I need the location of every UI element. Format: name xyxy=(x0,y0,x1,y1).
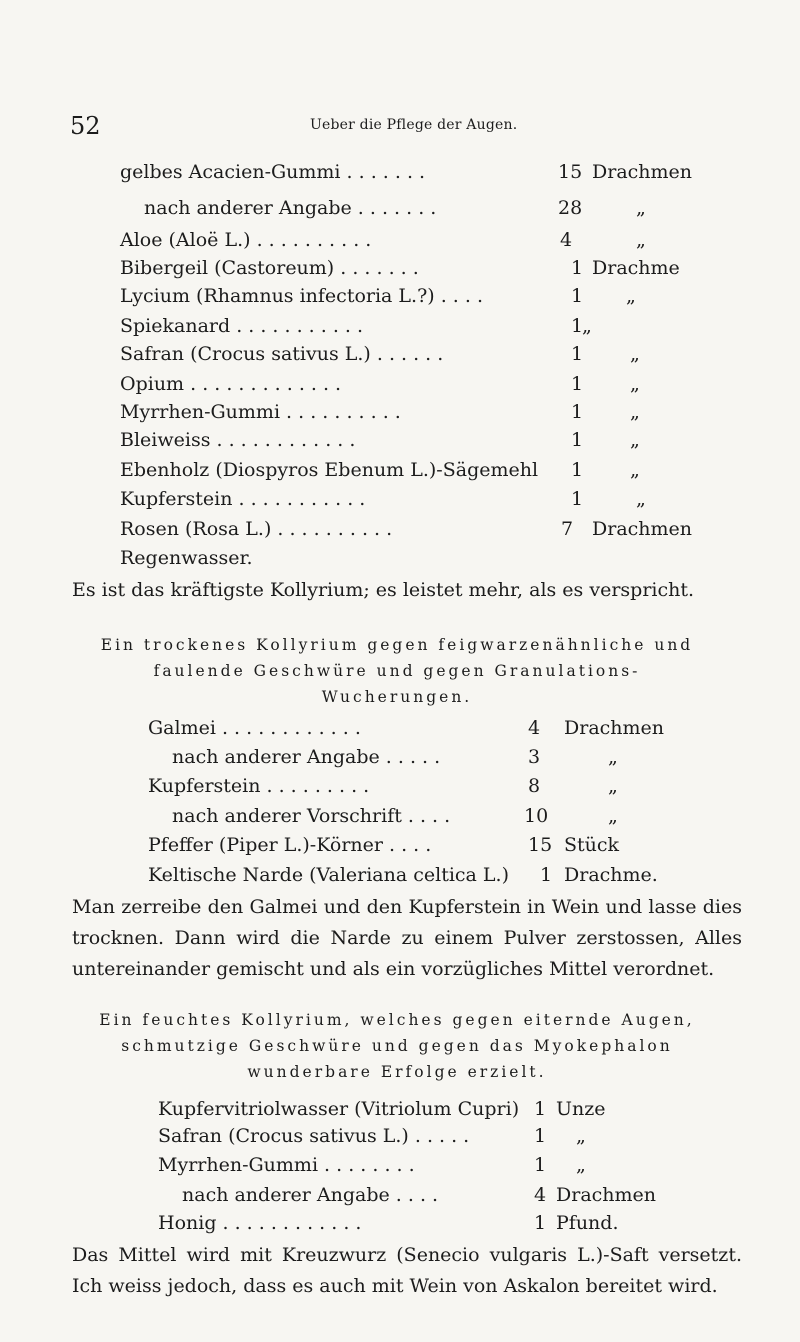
ingredient-name: gelbes Acacien-Gummi . . . . . . . xyxy=(120,161,426,183)
heading-line: faulende Geschwüre und gegen Granulations- xyxy=(153,662,641,680)
heading-line: wunderbare Erfolge erzielt. xyxy=(247,1063,547,1081)
ingredient-unit: „ xyxy=(608,775,618,797)
ingredient-unit: Drachme. xyxy=(564,864,658,886)
ingredient-unit: Drachmen xyxy=(556,1184,657,1206)
ingredient-name: Regenwasser. xyxy=(120,547,253,569)
heading-line: Ein feuchtes Kollyrium, welches gegen eiternde Augen, xyxy=(99,1011,695,1029)
ingredient-unit: Drachmen xyxy=(592,518,693,540)
ingredient-qty: 4 xyxy=(528,717,541,739)
ingredient-qty: 4 xyxy=(560,229,573,251)
recipe-1-note: Es ist das kräftigste Kollyrium; es leistet mehr, als es verspricht. xyxy=(72,579,695,601)
page-number: 52 xyxy=(70,112,101,140)
ingredient-unit: „ xyxy=(630,373,640,395)
ingredient-unit: „ xyxy=(630,343,640,365)
ingredient-qty: 8 xyxy=(528,775,541,797)
ingredient-unit: „ xyxy=(608,805,618,827)
ingredient-unit: „ xyxy=(630,401,640,423)
ingredient-unit: Drachmen xyxy=(592,161,693,183)
ingredient-qty: 1 xyxy=(571,429,584,451)
ingredient-unit: Unze xyxy=(556,1098,606,1120)
ingredient-unit: Stück xyxy=(564,834,620,856)
ingredient-unit: Drachmen xyxy=(564,717,665,739)
ingredient-qty: 1 xyxy=(571,459,584,481)
ingredient-qty: 7 xyxy=(561,518,574,540)
ingredient-name: Kupferstein . . . . . . . . . xyxy=(148,775,370,797)
ingredient-name: Kupfervitriolwasser (Vitriolum Cupri) xyxy=(158,1098,520,1120)
ingredient-qty: 4 xyxy=(534,1184,547,1206)
ingredient-qty: 1 xyxy=(571,488,584,510)
ingredient-unit: „ xyxy=(576,1125,586,1147)
ingredient-qty: 1 xyxy=(540,864,553,886)
ingredient-unit: „ xyxy=(582,315,592,337)
ingredient-qty: 1 xyxy=(571,257,584,279)
ingredient-qty: 1 xyxy=(534,1125,547,1147)
ingredient-qty: 3 xyxy=(528,746,541,768)
ingredient-name: Safran (Crocus sativus L.) . . . . . xyxy=(158,1125,470,1147)
ingredient-qty: 15 xyxy=(558,161,583,183)
ingredient-name: nach anderer Angabe . . . . . . . xyxy=(144,197,437,219)
ingredient-name: Lycium (Rhamnus infectoria L.?) . . . . xyxy=(120,285,483,307)
ingredient-qty: 1 xyxy=(571,401,584,423)
ingredient-qty: 10 xyxy=(524,805,549,827)
ingredient-name: Kupferstein . . . . . . . . . . . xyxy=(120,488,366,510)
ingredient-name: Bleiweiss . . . . . . . . . . . . xyxy=(120,429,356,451)
ingredient-name: Opium . . . . . . . . . . . . . xyxy=(120,373,342,395)
ingredient-unit: Drachme xyxy=(592,257,680,279)
ingredient-qty: 1 xyxy=(571,315,584,337)
ingredient-name: nach anderer Vorschrift . . . . xyxy=(172,805,451,827)
recipe-2-note: Man zerreibe den Galmei und den Kupferstein in Wein und lasse dies trocknen. Dann wird die Narde zu einem Pulver zerstossen, Alles untereinander gemischt und als ein vorzügliches Mittel verordnet. xyxy=(72,896,742,980)
ingredient-qty: 28 xyxy=(558,197,583,219)
ingredient-unit: „ xyxy=(608,746,618,768)
ingredient-name: Keltische Narde (Valeriana celtica L.) xyxy=(148,864,509,886)
ingredient-name: Rosen (Rosa L.) . . . . . . . . . . xyxy=(120,518,393,540)
ingredient-qty: 1 xyxy=(534,1098,547,1120)
ingredient-unit: „ xyxy=(630,459,640,481)
ingredient-qty: 1 xyxy=(571,343,584,365)
recipe-3-heading xyxy=(72,1007,722,1085)
recipe-2-heading xyxy=(72,632,722,710)
heading-line: schmutzige Geschwüre und gegen das Myokephalon xyxy=(121,1037,673,1055)
heading-line: Wucherungen. xyxy=(321,688,473,706)
ingredient-unit: „ xyxy=(626,285,636,307)
ingredient-name: Bibergeil (Castoreum) . . . . . . . xyxy=(120,257,419,279)
recipe-3-note: Das Mittel wird mit Kreuzwurz (Senecio vulgaris L.)-Saft versetzt. Ich weiss jedoch, dass es auch mit Wein von Askalon bereitet wird. xyxy=(72,1244,742,1297)
ingredient-unit: Pfund. xyxy=(556,1212,619,1234)
ingredient-qty: 1 xyxy=(534,1212,547,1234)
ingredient-name: Spiekanard . . . . . . . . . . . xyxy=(120,315,364,337)
ingredient-name: Honig . . . . . . . . . . . . xyxy=(158,1212,362,1234)
ingredient-unit: „ xyxy=(636,197,646,219)
heading-line: Ein trockenes Kollyrium gegen feigwarzenähnliche und xyxy=(100,636,694,654)
ingredient-unit: „ xyxy=(630,429,640,451)
ingredient-name: Aloe (Aloë L.) . . . . . . . . . . xyxy=(120,229,372,251)
ingredient-name: Myrrhen-Gummi . . . . . . . . . . xyxy=(120,401,401,423)
ingredient-qty: 1 xyxy=(571,285,584,307)
ingredient-name: nach anderer Angabe . . . . xyxy=(182,1184,439,1206)
running-title: Ueber die Pflege der Augen. xyxy=(310,117,518,133)
ingredient-name: Myrrhen-Gummi . . . . . . . . xyxy=(158,1154,415,1176)
ingredient-unit: „ xyxy=(576,1154,586,1176)
ingredient-name: nach anderer Angabe . . . . . xyxy=(172,746,441,768)
ingredient-qty: 15 xyxy=(528,834,553,856)
ingredient-name: Safran (Crocus sativus L.) . . . . . . xyxy=(120,343,444,365)
ingredient-name: Ebenholz (Diospyros Ebenum L.)-Sägemehl xyxy=(120,459,539,481)
ingredient-unit: „ xyxy=(636,488,646,510)
ingredient-name: Galmei . . . . . . . . . . . . xyxy=(148,717,361,739)
ingredient-qty: 1 xyxy=(534,1154,547,1176)
ingredient-name: Pfeffer (Piper L.)-Körner . . . . xyxy=(148,834,432,856)
ingredient-qty: 1 xyxy=(571,373,584,395)
ingredient-unit: „ xyxy=(636,229,646,251)
